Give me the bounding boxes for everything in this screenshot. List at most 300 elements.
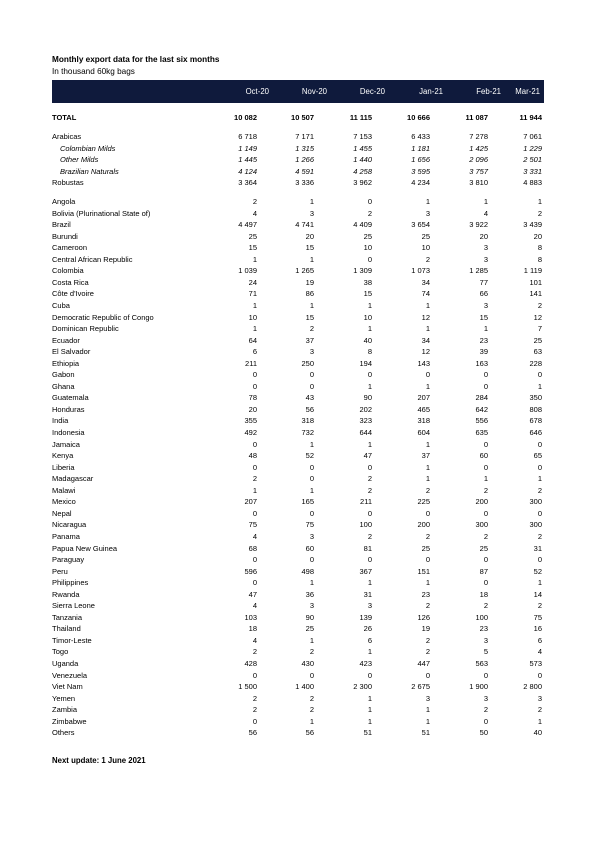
country-row xyxy=(52,427,544,438)
row-value: 23 xyxy=(479,335,488,345)
row-value: 25 xyxy=(305,624,314,634)
row-value: 2 xyxy=(537,208,542,218)
document-title: Monthly export data for the last six months xyxy=(52,55,220,64)
row-value: 3 xyxy=(309,531,314,541)
row-value: 25 xyxy=(248,231,257,241)
row-value: 0 xyxy=(252,462,257,472)
row-value: 1 455 xyxy=(353,143,372,153)
row-label: Panama xyxy=(52,531,80,541)
row-value: 1 xyxy=(367,705,372,715)
row-value: 4 xyxy=(252,208,257,218)
row-value: 15 xyxy=(305,243,314,253)
row-value: 126 xyxy=(417,612,430,622)
row-value: 0 xyxy=(367,555,372,565)
row-value: 1 440 xyxy=(353,155,372,165)
row-label: Venezuela xyxy=(52,670,88,680)
row-value: 68 xyxy=(248,543,257,553)
row-value: 0 xyxy=(537,670,542,680)
row-value: 0 xyxy=(367,462,372,472)
row-value: 71 xyxy=(248,289,257,299)
type-row xyxy=(52,131,544,142)
row-value: 465 xyxy=(417,404,430,414)
row-value: 250 xyxy=(301,358,314,368)
row-value: 1 xyxy=(483,474,488,484)
row-value: 8 xyxy=(537,243,542,253)
row-label: Sierra Leone xyxy=(52,601,95,611)
type-row xyxy=(52,166,544,177)
row-value: 15 xyxy=(248,243,257,253)
row-value: 635 xyxy=(475,428,488,437)
row-value: 2 xyxy=(252,197,257,206)
row-value: 1 425 xyxy=(469,143,488,153)
row-value: 1 xyxy=(309,254,314,264)
row-value: 20 xyxy=(479,231,488,241)
row-label: Papua New Guinea xyxy=(52,543,118,553)
row-value: 1 656 xyxy=(411,155,430,165)
row-value: 0 xyxy=(537,555,542,565)
row-value: 3 336 xyxy=(295,178,314,188)
row-value: 90 xyxy=(305,612,314,622)
row-value: 318 xyxy=(301,416,314,426)
row-value: 3 xyxy=(483,300,488,310)
row-value: 12 xyxy=(533,312,542,322)
row-value: 4 xyxy=(483,208,488,218)
row-label: Arabicas xyxy=(52,132,82,141)
row-label: Jamaica xyxy=(52,439,80,449)
country-row xyxy=(52,623,544,634)
row-value: 14 xyxy=(533,589,542,599)
row-value: 1 xyxy=(367,381,372,391)
row-value: 0 xyxy=(537,508,542,518)
row-value: 75 xyxy=(305,520,314,530)
row-value: 0 xyxy=(367,508,372,518)
row-value: 0 xyxy=(483,508,488,518)
row-label: Zambia xyxy=(52,705,78,715)
country-row xyxy=(52,242,544,253)
country-row xyxy=(52,693,544,704)
row-value: 141 xyxy=(529,289,542,299)
row-value: 18 xyxy=(248,624,257,634)
row-value: 3 962 xyxy=(353,178,372,188)
row-value: 1 xyxy=(309,439,314,449)
row-value: 3 922 xyxy=(469,220,488,230)
country-row xyxy=(52,369,544,380)
row-value: 11 115 xyxy=(349,113,372,122)
row-value: 60 xyxy=(305,543,314,553)
row-label: Gabon xyxy=(52,370,75,380)
row-value: 0 xyxy=(425,508,430,518)
row-value: 1 xyxy=(537,474,542,484)
country-row xyxy=(52,231,544,242)
row-value: 1 309 xyxy=(353,266,372,276)
country-row xyxy=(52,716,544,727)
row-value: 1 149 xyxy=(238,143,257,153)
row-value: 4 497 xyxy=(238,220,257,230)
row-label: Brazil xyxy=(52,220,71,230)
row-label: Kenya xyxy=(52,451,74,461)
country-row xyxy=(52,681,544,692)
row-value: 40 xyxy=(533,728,542,738)
row-value: 1 xyxy=(309,635,314,645)
row-value: 10 507 xyxy=(291,113,314,122)
row-value: 1 181 xyxy=(411,143,430,153)
row-value: 1 266 xyxy=(295,155,314,165)
row-value: 7 xyxy=(537,324,542,334)
row-label: Robustas xyxy=(52,178,84,188)
row-value: 39 xyxy=(479,347,488,357)
row-value: 284 xyxy=(475,393,488,403)
row-value: 15 xyxy=(305,312,314,322)
row-value: 3 xyxy=(309,601,314,611)
country-row xyxy=(52,323,544,334)
row-value: 573 xyxy=(529,659,542,668)
row-value: 25 xyxy=(421,231,430,241)
row-value: 0 xyxy=(537,462,542,472)
row-value: 2 xyxy=(252,705,257,715)
row-value: 3 xyxy=(425,693,430,703)
row-value: 200 xyxy=(475,497,488,507)
row-value: 0 xyxy=(252,439,257,449)
row-value: 10 xyxy=(421,243,430,253)
country-row xyxy=(52,404,544,415)
row-value: 1 xyxy=(309,716,314,726)
row-label: Thailand xyxy=(52,624,81,634)
country-row xyxy=(52,566,544,577)
row-value: 642 xyxy=(475,404,488,414)
row-value: 300 xyxy=(529,497,542,507)
row-value: 2 xyxy=(537,531,542,541)
row-value: 1 xyxy=(309,485,314,495)
row-value: 678 xyxy=(529,416,542,426)
row-value: 4 124 xyxy=(238,166,257,176)
row-value: 225 xyxy=(417,497,430,507)
row-value: 78 xyxy=(248,393,257,403)
row-value: 11 944 xyxy=(519,113,542,122)
country-row xyxy=(52,288,544,299)
row-value: 3 439 xyxy=(523,220,542,230)
column-header: Jan-21 xyxy=(419,87,443,96)
row-value: 3 xyxy=(537,693,542,703)
row-label: Mexico xyxy=(52,497,76,507)
row-value: 4 xyxy=(537,647,542,657)
row-value: 12 xyxy=(421,312,430,322)
row-value: 1 xyxy=(367,578,372,588)
row-value: 24 xyxy=(248,277,257,287)
row-value: 1 xyxy=(425,474,430,484)
row-value: 1 xyxy=(425,705,430,715)
row-value: 0 xyxy=(483,555,488,565)
row-value: 139 xyxy=(359,612,372,622)
row-label: Guatemala xyxy=(52,393,89,403)
row-value: 1 xyxy=(425,578,430,588)
row-label: Peru xyxy=(52,566,68,576)
column-header: Oct-20 xyxy=(245,87,269,96)
country-row xyxy=(52,346,544,357)
row-value: 0 xyxy=(367,370,372,380)
row-label: Brazilian Naturals xyxy=(60,166,119,176)
row-value: 1 xyxy=(252,254,257,264)
row-value: 1 119 xyxy=(523,266,542,276)
row-value: 6 xyxy=(252,347,257,357)
row-value: 2 800 xyxy=(523,682,542,692)
row-label: Côte d'Ivoire xyxy=(52,289,94,299)
row-value: 2 xyxy=(367,208,372,218)
row-label: Rwanda xyxy=(52,589,80,599)
row-value: 2 xyxy=(483,705,488,715)
row-value: 2 xyxy=(309,693,314,703)
row-value: 1 xyxy=(537,578,542,588)
row-value: 0 xyxy=(367,197,372,206)
row-label: Others xyxy=(52,728,75,738)
row-value: 2 xyxy=(252,647,257,657)
row-value: 25 xyxy=(421,543,430,553)
row-value: 2 xyxy=(367,531,372,541)
row-value: 1 xyxy=(425,381,430,391)
row-value: 60 xyxy=(479,451,488,461)
country-row xyxy=(52,462,544,473)
row-value: 3 xyxy=(483,243,488,253)
row-value: 211 xyxy=(245,358,257,368)
row-value: 25 xyxy=(363,231,372,241)
country-row xyxy=(52,670,544,681)
country-row xyxy=(52,196,544,207)
row-label: Burundi xyxy=(52,231,78,241)
row-value: 25 xyxy=(479,543,488,553)
row-value: 165 xyxy=(301,497,314,507)
row-value: 75 xyxy=(533,612,542,622)
country-row xyxy=(52,439,544,450)
row-value: 0 xyxy=(483,381,488,391)
row-value: 1 xyxy=(425,462,430,472)
type-row xyxy=(52,143,544,154)
row-value: 2 xyxy=(367,474,372,484)
row-value: 1 xyxy=(425,439,430,449)
row-value: 1 xyxy=(252,485,257,495)
country-row xyxy=(52,450,544,461)
row-value: 10 xyxy=(248,312,257,322)
row-value: 2 xyxy=(425,635,430,645)
row-label: Yemen xyxy=(52,693,76,703)
row-value: 423 xyxy=(359,659,372,668)
row-value: 300 xyxy=(475,520,488,530)
row-value: 4 234 xyxy=(411,178,430,188)
row-value: 3 757 xyxy=(469,166,488,176)
country-row xyxy=(52,254,544,265)
row-value: 211 xyxy=(360,497,372,507)
row-label: Ecuador xyxy=(52,335,80,345)
row-value: 4 xyxy=(252,635,257,645)
row-value: 2 xyxy=(425,531,430,541)
row-value: 40 xyxy=(363,335,372,345)
row-value: 350 xyxy=(529,393,542,403)
row-value: 1 xyxy=(537,716,542,726)
row-value: 15 xyxy=(363,289,372,299)
row-value: 2 xyxy=(425,647,430,657)
row-value: 87 xyxy=(479,566,488,576)
row-label: Other Milds xyxy=(60,155,99,165)
row-value: 100 xyxy=(359,520,372,530)
row-value: 1 xyxy=(367,647,372,657)
row-value: 228 xyxy=(529,358,542,368)
country-row xyxy=(52,473,544,484)
row-value: 15 xyxy=(479,312,488,322)
row-value: 8 xyxy=(537,254,542,264)
row-value: 66 xyxy=(479,289,488,299)
row-value: 23 xyxy=(421,589,430,599)
country-row xyxy=(52,219,544,230)
row-value: 1 xyxy=(537,381,542,391)
row-value: 556 xyxy=(475,416,488,426)
row-value: 3 xyxy=(483,635,488,645)
row-value: 0 xyxy=(309,555,314,565)
row-value: 0 xyxy=(483,462,488,472)
row-value: 0 xyxy=(309,370,314,380)
row-value: 56 xyxy=(305,404,314,414)
row-value: 563 xyxy=(475,659,488,668)
row-value: 11 087 xyxy=(465,113,488,122)
row-value: 2 675 xyxy=(411,682,430,692)
row-value: 64 xyxy=(248,335,257,345)
row-value: 56 xyxy=(248,728,257,738)
row-value: 90 xyxy=(363,393,372,403)
row-label: Indonesia xyxy=(52,428,85,437)
row-label: Madagascar xyxy=(52,474,94,484)
row-value: 0 xyxy=(483,670,488,680)
row-value: 7 061 xyxy=(523,132,542,141)
row-label: Ethiopia xyxy=(52,358,80,368)
row-value: 0 xyxy=(537,439,542,449)
row-value: 143 xyxy=(417,358,430,368)
row-value: 1 900 xyxy=(469,682,488,692)
row-label: Colombia xyxy=(52,266,84,276)
row-value: 0 xyxy=(252,670,257,680)
country-row xyxy=(52,208,544,219)
row-value: 0 xyxy=(425,555,430,565)
row-label: Central African Republic xyxy=(52,254,133,264)
country-row xyxy=(52,658,544,669)
row-value: 0 xyxy=(367,670,372,680)
row-label: Democratic Republic of Congo xyxy=(52,312,154,322)
country-row xyxy=(52,646,544,657)
row-value: 36 xyxy=(305,589,314,599)
row-label: Uganda xyxy=(52,659,79,668)
country-row xyxy=(52,335,544,346)
table-header xyxy=(52,80,544,103)
row-value: 1 xyxy=(252,324,257,334)
row-value: 207 xyxy=(417,393,430,403)
row-value: 1 xyxy=(367,439,372,449)
country-row xyxy=(52,312,544,323)
row-value: 3 364 xyxy=(238,178,257,188)
row-value: 2 xyxy=(252,474,257,484)
row-value: 646 xyxy=(529,428,542,437)
row-value: 4 xyxy=(252,601,257,611)
type-row xyxy=(52,177,544,188)
country-row xyxy=(52,727,544,738)
row-value: 6 433 xyxy=(411,132,430,141)
row-value: 430 xyxy=(301,659,314,668)
row-value: 7 171 xyxy=(295,132,314,141)
row-value: 3 xyxy=(367,601,372,611)
row-label: Togo xyxy=(52,647,69,657)
row-value: 2 xyxy=(425,601,430,611)
row-value: 1 445 xyxy=(238,155,257,165)
row-value: 2 xyxy=(367,485,372,495)
row-value: 10 xyxy=(363,312,372,322)
row-label: Honduras xyxy=(52,404,85,414)
row-value: 1 xyxy=(309,578,314,588)
row-value: 4 409 xyxy=(353,220,372,230)
country-row xyxy=(52,381,544,392)
row-value: 1 xyxy=(309,300,314,310)
row-value: 10 666 xyxy=(407,113,430,122)
row-value: 1 400 xyxy=(295,682,314,692)
row-value: 2 096 xyxy=(469,155,488,165)
row-value: 3 xyxy=(309,347,314,357)
row-value: 2 xyxy=(309,705,314,715)
row-value: 596 xyxy=(244,566,257,576)
row-value: 20 xyxy=(533,231,542,241)
row-value: 19 xyxy=(305,277,314,287)
row-value: 48 xyxy=(248,451,257,461)
row-value: 808 xyxy=(529,404,542,414)
row-value: 25 xyxy=(533,335,542,345)
row-value: 18 xyxy=(479,589,488,599)
row-value: 47 xyxy=(248,589,257,599)
row-value: 2 xyxy=(483,485,488,495)
total-row xyxy=(52,112,544,123)
row-value: 0 xyxy=(483,578,488,588)
row-value: 1 xyxy=(252,300,257,310)
row-value: 318 xyxy=(417,416,430,426)
next-update-note: Next update: 1 June 2021 xyxy=(52,756,146,765)
country-row xyxy=(52,600,544,611)
row-value: 23 xyxy=(479,624,488,634)
country-row xyxy=(52,277,544,288)
row-label: Bolivia (Plurinational State of) xyxy=(52,208,151,218)
row-value: 37 xyxy=(305,335,314,345)
row-label: Costa Rica xyxy=(52,277,89,287)
country-row xyxy=(52,612,544,623)
row-value: 367 xyxy=(359,566,372,576)
country-row xyxy=(52,496,544,507)
row-value: 2 xyxy=(425,254,430,264)
row-value: 207 xyxy=(244,497,257,507)
row-value: 644 xyxy=(359,428,372,437)
row-value: 52 xyxy=(305,451,314,461)
row-value: 0 xyxy=(252,716,257,726)
country-row xyxy=(52,543,544,554)
row-value: 31 xyxy=(533,543,542,553)
row-value: 51 xyxy=(421,728,430,738)
row-value: 3 xyxy=(483,693,488,703)
row-value: 1 xyxy=(483,324,488,334)
row-value: 1 xyxy=(425,324,430,334)
row-label: Dominican Republic xyxy=(52,324,119,334)
row-value: 19 xyxy=(421,624,430,634)
row-value: 51 xyxy=(363,728,372,738)
row-value: 37 xyxy=(421,451,430,461)
row-value: 1 xyxy=(367,693,372,703)
country-row xyxy=(52,554,544,565)
row-value: 151 xyxy=(417,566,430,576)
row-value: 4 883 xyxy=(523,178,542,188)
row-value: 0 xyxy=(483,716,488,726)
row-label: Philippines xyxy=(52,578,89,588)
row-value: 0 xyxy=(309,670,314,680)
row-value: 1 265 xyxy=(295,266,314,276)
row-value: 1 xyxy=(425,197,430,206)
